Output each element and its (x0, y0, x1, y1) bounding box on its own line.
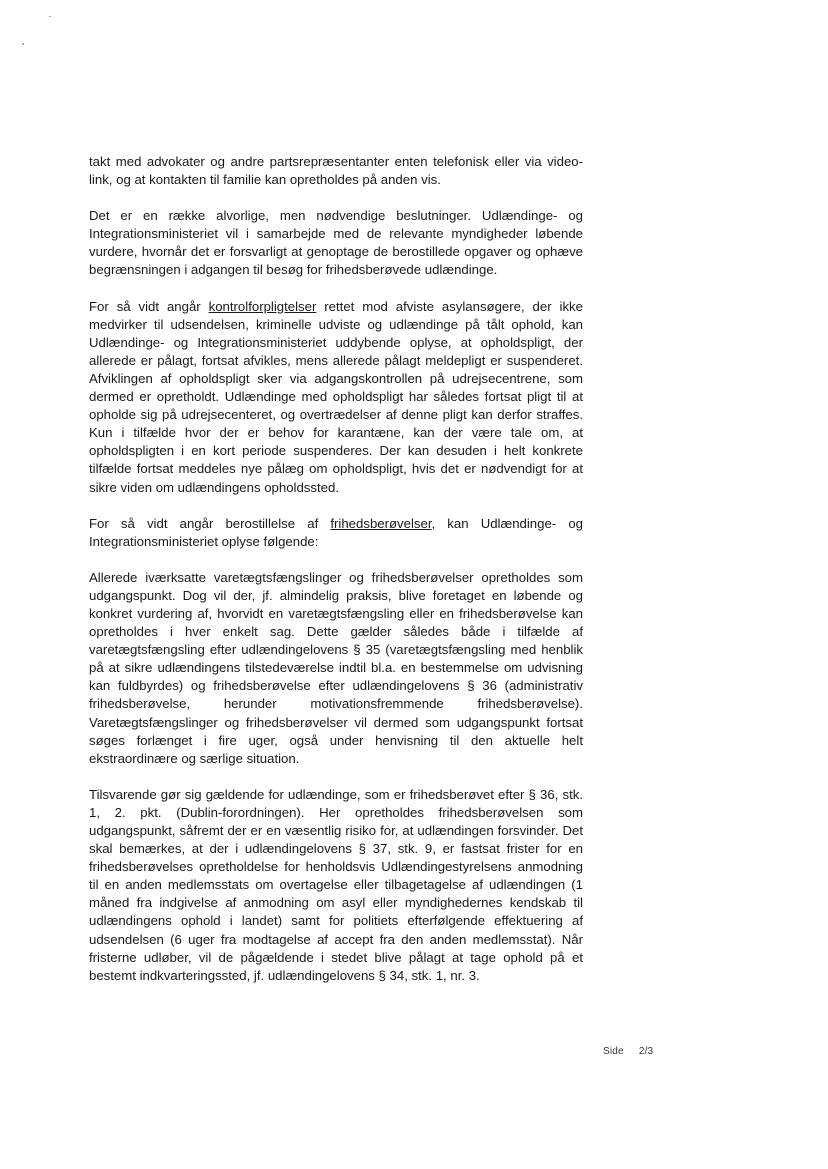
paragraph-4 (89, 515, 583, 551)
paragraph-4-start: For så vidt angår berostillelse af (89, 515, 331, 531)
paragraph-4-rest: , kan Udlændinge- og Integrationsministeriet oplyse følgende: (89, 515, 583, 549)
page-label: Side (603, 1046, 624, 1057)
paragraph-5: Allerede iværksatte varetægtsfængslinger og frihedsberøvelser opretholdes som udgangspunkt. Dog vil der, jf. almindelig praksis, blive foretaget en løbende og konkret vurdering af, hvorvidt en varetægtsfængsling eller en frihedsberøvelse kan opretholdes i hver enkelt sag. Dette gælder således både i tilfælde af varetægtsfængsling efter udlændingelovens § 35 (varetægtsfængsling med henblik på at sikre udlændingens tilstedeværelse indtil bl.a. en bestemmelse om udvisning kan fuldbyrdes) og frihedsberøvelse efter udlændingelovens § 36 (administrativ frihedsberøvelse, herunder motivationsfremmende frihedsberøvelse). Varetægtsfængslinger og frihedsberøvelser vil dermed som udgangspunkt fortsat søges forlænget i fire uger, også under henvisning til den aktuelle helt ekstraordinære og særlige situation. (89, 569, 583, 766)
kontrolforpligtelser-term: kontrolforpligtelser (208, 298, 317, 314)
scan-speck (49, 16, 51, 17)
paragraph-3-start: For så vidt angår (89, 298, 209, 314)
page-footer (603, 1046, 653, 1057)
paragraph-3 (89, 298, 583, 497)
scan-speck (22, 43, 24, 45)
page-number: 2/3 (638, 1046, 654, 1057)
paragraph-2: Det er en række alvorlige, men nødvendige beslutninger. Udlændinge- og Integrationsministeriet vil i samarbejde med de relevante myndigheder løbende vurdere, hvornår det er forsvarligt at genoptage de berostillede opgaver og ophæve begrænsningen i adgangen til besøg for frihedsberøvede udlændinge. (89, 208, 583, 278)
document-body (89, 153, 583, 1003)
paragraph-1: takt med advokater og andre partsrepræsentanter enten telefonisk eller via video-link, og at kontakten til familie kan opretholdes på anden vis. (89, 154, 583, 188)
paragraph-3-rest: rettet mod afviste asylansøgere, der ikke medvirker til udsendelsen, kriminelle udviste og udlændinge på tålt ophold, kan Udlændinge- og Integrationsministeriet uddybende oplyse, at opholdspligt, der allerede er pålagt, fortsat afvikles, mens allerede pålagt meldepligt er suspenderet. Afviklingen af opholdspligt sker via adgangskontrollen på udrejsecentrene, som dermed er opretholdt. Udlændinge med opholdspligt har således fortsat pligt til at opholde sig på udrejsecenteret, og overtrædelser af denne pligt kan derfor straffes. Kun i tilfælde hvor der er behov for karantæne, kan der være tale om, at opholdspligten i en kort periode suspenderes. Der kan desuden i helt konkrete tilfælde fortsat meddeles nye pålæg om opholdspligt, hvis det er nødvendigt for at sikre viden om udlændingens opholdssted. (89, 298, 583, 495)
paragraph-6: Tilsvarende gør sig gældende for udlændinge, som er frihedsberøvet efter § 36, stk. 1, 2. pkt. (Dublin-forordningen). Her opretholdes frihedsberøvelsen som udgangspunkt, såfremt der er en væsentlig risiko for, at udlændingen forsvinder. Det skal bemærkes, at der i udlændingelovens § 37, stk. 9, er fastsat frister for en frihedsberøvelses opretholdelse for henholdsvis Udlændingestyrelsens anmodning til en anden medlemsstats om overtagelse eller tilbagetagelse af udlændingen (1 måned fra indgivelse af anmodning om asyl eller myndighedernes kendskab til udlændingens ophold i landet) samt for politiets efterfølgende effektuering af udsendelsen (6 uger fra modtagelse af accept fra den anden medlemsstat). Når fristerne udløber, vil de pågældende i stedet blive pålagt at tage ophold på et bestemt indkvarteringssted, jf. udlændingelovens § 34, stk. 1, nr. 3. (89, 786, 583, 983)
frihedsberovelser-term: frihedsberøvelser (330, 515, 432, 531)
